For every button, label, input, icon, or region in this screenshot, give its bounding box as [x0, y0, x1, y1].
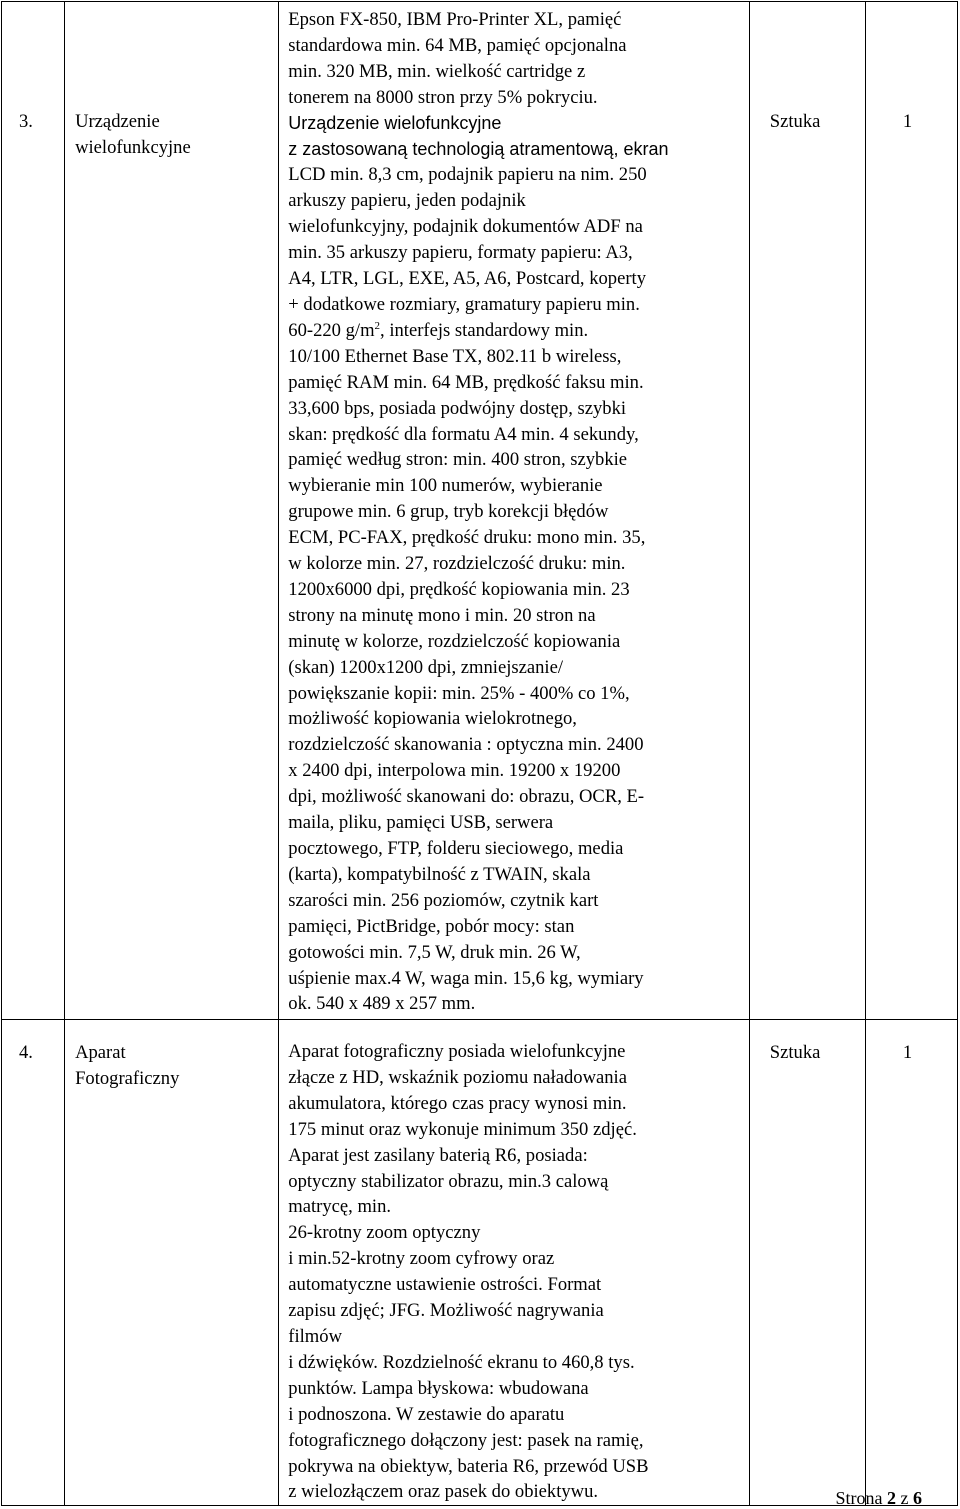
description-line: arkuszy papieru, jeden podajnik	[288, 190, 526, 212]
unit-cell	[749, 1020, 865, 1506]
description-line: min. 320 MB, min. wielkość cartridge z	[288, 60, 586, 82]
description-line: 10/100 Ethernet Base TX, 802.11 b wireless,	[288, 345, 622, 367]
description-line: 26-krotny zoom optyczny	[288, 1222, 481, 1244]
description-line: dpi, możliwość skanowani do: obrazu, OCR, E-	[288, 786, 645, 808]
description-line: 175 minut oraz wykonuje minimum 350 zdjęć.	[288, 1118, 637, 1140]
item-name-line: Urządzenie	[75, 111, 160, 132]
description-line: wybieranie min 100 numerów, wybieranie	[288, 475, 603, 497]
description-line: uśpienie max.4 W, waga min. 15,6 kg, wymiary	[288, 967, 644, 989]
description-line: skan: prędkość dla formatu A4 min. 4 sekundy,	[288, 423, 639, 445]
description-line: punktów. Lampa błyskowa: wbudowana	[288, 1377, 589, 1399]
superscript: 2	[374, 319, 381, 332]
page-footer	[836, 1488, 923, 1508]
description-line: maila, pliku, pamięci USB, serwera	[288, 812, 554, 834]
description-line: (skan) 1200x1200 dpi, zmniejszanie/	[288, 656, 563, 678]
current-page-number: 2	[887, 1488, 896, 1508]
description-line: 33,600 bps, posiada podwójny dostęp, szybki	[288, 397, 627, 419]
item-name-cell	[65, 1020, 279, 1506]
row-number: 3.	[19, 111, 33, 132]
description-line: (karta), kompatybilność z TWAIN, skala	[288, 863, 591, 885]
description-line: standardowa min. 64 MB, pamięć opcjonalna	[288, 34, 627, 56]
description-line: strony na minutę mono i min. 20 stron na	[288, 604, 596, 626]
item-name-cell	[65, 2, 279, 1020]
item-description-cell	[279, 1020, 749, 1506]
description-line: + dodatkowe rozmiary, gramatury papieru min.	[288, 293, 640, 315]
unit-label: Sztuka	[769, 1042, 821, 1063]
description-line: pokrywa na obiektyw, bateria R6, przewód USB	[288, 1455, 649, 1477]
row-number: 4.	[19, 1042, 33, 1063]
item-name-line: wielofunkcyjne	[75, 136, 191, 158]
item-description	[288, 7, 748, 1017]
description-line: rozdzielczość skanowania : optyczna min. 2400	[288, 734, 644, 756]
description-line: z zastosowaną technologią atramentową, ekran	[288, 138, 669, 159]
description-line: filmów	[288, 1325, 342, 1347]
specification-table	[1, 1, 958, 1506]
description-line: tonerem na 8000 stron przy 5% pokryciu.	[288, 86, 598, 108]
item-name-line: Fotograficzny	[75, 1067, 180, 1089]
description-line: pamięci, PictBridge, pobór mocy: stan	[288, 915, 575, 937]
description-line: akumulatora, którego czas pracy wynosi min.	[288, 1092, 627, 1114]
quantity-value: 1	[902, 111, 913, 132]
table-row	[2, 2, 958, 1020]
description-line	[288, 318, 748, 344]
description-line: LCD min. 8,3 cm, podajnik papieru na nim. 250	[288, 164, 647, 186]
description-line: pamięć RAM min. 64 MB, prędkość faksu min.	[288, 371, 644, 393]
description-line: ECM, PC-FAX, prędkość druku: mono min. 35,	[288, 527, 646, 549]
description-line: gotowości min. 7,5 W, druk min. 26 W,	[288, 941, 581, 963]
description-line: Aparat fotograficzny posiada wielofunkcyjne	[288, 1041, 626, 1062]
description-line: fotograficznego dołączony jest: pasek na ramię,	[288, 1429, 644, 1451]
row-number-cell	[2, 2, 65, 1020]
description-line: grupowe min. 6 grup, tryb korekcji błędów	[288, 501, 609, 523]
item-description	[288, 1039, 748, 1505]
description-line: i dźwięków. Rozdzielność ekranu to 460,8 tys.	[288, 1351, 635, 1373]
description-line: powiększanie kopii: min. 25% - 400% co 1%,	[288, 682, 630, 704]
quantity-cell	[865, 1020, 957, 1506]
description-line: Urządzenie wielofunkcyjne	[288, 112, 502, 133]
description-line: w kolorze min. 27, rozdzielczość druku: min.	[288, 553, 626, 575]
description-line: pamięć według stron: min. 400 stron, szybkie	[288, 449, 628, 471]
description-line: szarości min. 256 poziomów, czytnik kart	[288, 889, 599, 911]
item-name-line: Aparat	[75, 1042, 126, 1063]
description-line: x 2400 dpi, interpolowa min. 19200 x 19200	[288, 760, 621, 782]
description-line: 1200x6000 dpi, prędkość kopiowania min. 23	[288, 578, 630, 600]
description-line: pocztowego, FTP, folderu sieciowego, media	[288, 838, 624, 859]
description-line: złącze z HD, wskaźnik poziomu naładowania	[288, 1066, 627, 1088]
page-separator: z	[896, 1488, 913, 1508]
item-description-cell	[279, 2, 749, 1020]
description-line: możliwość kopiowania wielokrotnego,	[288, 708, 577, 730]
description-line: A4, LTR, LGL, EXE, A5, A6, Postcard, koperty	[288, 268, 647, 290]
description-line: automatyczne ustawienie ostrości. Format	[288, 1274, 602, 1296]
description-line: i min.52-krotny zoom cyfrowy oraz	[288, 1248, 555, 1270]
description-line: minutę w kolorze, rozdzielczość kopiowania	[288, 630, 621, 652]
quantity-value: 1	[902, 1042, 913, 1063]
unit-label: Sztuka	[769, 111, 821, 132]
row-number-cell	[2, 1020, 65, 1506]
description-line: min. 35 arkuszy papieru, formaty papieru: A3,	[288, 242, 633, 264]
description-line: Aparat jest zasilany baterią R6, posiada:	[288, 1144, 588, 1166]
quantity-cell	[865, 2, 957, 1020]
unit-text: 60-220 g/m	[288, 319, 375, 341]
description-line: i podnoszona. W zestawie do aparatu	[288, 1403, 565, 1425]
unit-cell	[749, 2, 865, 1020]
description-line: ok. 540 x 489 x 257 mm.	[288, 993, 476, 1015]
description-line: Epson FX-850, IBM Pro-Printer XL, pamięć	[288, 9, 622, 30]
total-pages-number: 6	[913, 1488, 922, 1508]
interface-text: , interfejs standardowy min.	[380, 319, 589, 341]
description-line: optyczny stabilizator obrazu, min.3 calową	[288, 1170, 609, 1192]
description-line: wielofunkcyjny, podajnik dokumentów ADF na	[288, 216, 643, 238]
description-line: matrycę, min.	[288, 1196, 392, 1218]
table-row	[2, 1020, 958, 1506]
description-line: z wielozłączem oraz pasek do obiektywu.	[288, 1481, 599, 1503]
page-label: Strona	[835, 1488, 887, 1508]
description-line: zapisu zdjęć; JFG. Możliwość nagrywania	[288, 1300, 604, 1322]
